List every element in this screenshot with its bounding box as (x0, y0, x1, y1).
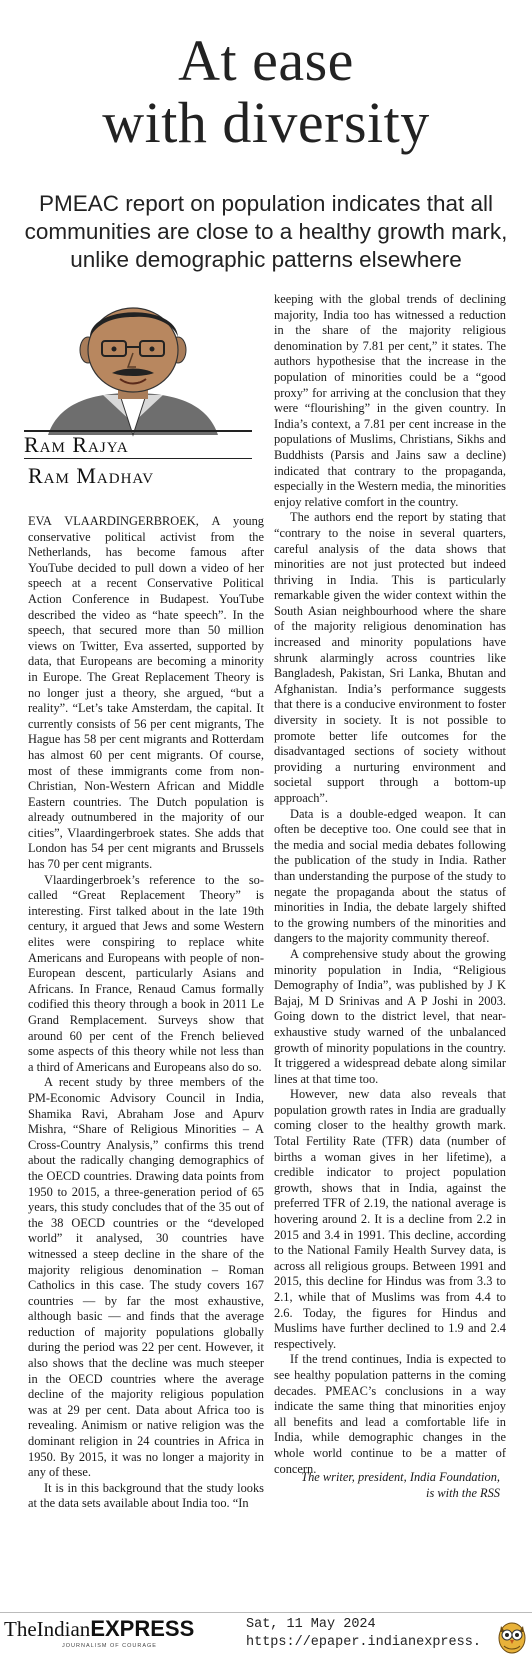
deck (20, 190, 512, 274)
owl-icon (496, 1618, 528, 1654)
publication-logo[interactable] (4, 1616, 194, 1642)
footer-divider (0, 1612, 532, 1613)
headline (0, 30, 532, 154)
paragraph: If the trend continues, India is expected to see healthy population patterns in the coming decades. PMEAC’s conclusions in a way indicate the same thing that minorities enjoy all benefits and lead a comfortable life in India, while demographic changes in the whole world continue to be a matter of concern. (274, 1352, 506, 1476)
paragraph: The authors end the report by stating that “contrary to the noise in several quarters, careful analysis of the data shows that minorities are not just protected but indeed thriving in India. This is particularly remarkable given the wider context within the South Asian neighbourhood where the share of the majority religious denomination has increased and minority populations have shrunk alarmingly across countries like Bangladesh, Pakistan, Sri Lanka, Bhutan and Afghanistan. India’s performance suggests that there is a conducive environment to foster diversity in society. It is not possible to promote better life outcomes for the disadvantaged sections of society without providing a nurturing environment and societal support through a bottom-up approach”. (274, 510, 506, 805)
headline-line-1: At ease (178, 28, 354, 93)
logo-the: The (4, 1617, 37, 1641)
tagline-line-2: is with the RSS (426, 1485, 500, 1500)
paragraph: keeping with the global trends of declining majority, India too has witnessed a reduction in the share of the majority religious denomination by 7.81 per cent,” it states. The authors hypothesise that the increase in the population of minorities could be a “good proxy” for arriving at the conclusion that they were “flourishing” in the given country. In India’s context, a 7.81 per cent increase in the populations of Muslims, Christians, Sikhs and Buddhists (Parsis and Jains saw a decline) indicated that contrary to the propaganda, especially in the Western media, the minorities enjoy relative comfort in the country. (274, 292, 506, 509)
edition-date: Sat, 11 May 2024 (246, 1617, 376, 1632)
author-byline: Ram Madhav (28, 463, 155, 488)
paragraph: A recent study by three members of the PM-Economic Advisory Council in India, Shamika Ravi, Abraham Jose and Apurv Mishra, “Share of Religious Minorities – A Cross-Country Analysis,” confirms this trend about the radically changing demographics of the OECD countries. Drawing data points from 1950 to 2015, a three-generation period of 65 years, this study concludes that of the 35 out of the 38 OECD countries or the “developed world” it analysed, 30 countries have witnessed a steep decline in the share of the majority religious denomination – Roman Catholics in this case. The study covers 167 countries — by far the most exhaustive, although basic — and finds that the average reduction of majority populations globally during the period was 22 per cent. However, it also shows that the decline was much steeper in the OECD countries where the average decline of the majority religious population was at 29 per cent. Data about Africa too is revealing. Animism or native religion was the dominant religion in 24 countries in Africa in 1950. By 2015, it was no longer a majority in any of these. (28, 1075, 264, 1480)
logo-indian: Indian (36, 1617, 91, 1641)
logo-express: EXPRESS (90, 1616, 195, 1641)
paragraph: Data is a double-edged weapon. It can often be deceptive too. One could see that in the media and social media debates following the publication of the study in India. Rather than understanding the purpose of the study to negate the propaganda about the status of minorities in India, the debate largely shifted to the growing numbers of the minorities and dangers to the majority community thereof. (274, 806, 506, 946)
headline-line-2: with diversity (102, 90, 430, 155)
paragraph: It is in this background that the study looks at the data sets available about India too. “In (28, 1480, 264, 1511)
deck-line-2: communities are close to a healthy growth mark, (24, 219, 508, 244)
article-column-right (274, 292, 506, 1476)
edition-url[interactable]: https://epaper.indianexpress. (246, 1635, 481, 1650)
article-column-left (28, 514, 264, 1576)
tagline-line-1: The writer, president, India Foundation, (301, 1470, 500, 1484)
paragraph: EVA VLAARDINGERBROEK, A young conservative political activist from the Netherlands, has become famous after YouTube decided to pull down a video of her speech at a recent Conservative Political Action Conference in Budapest. YouTube described the video as “hate speech”. In the speech, that secured more than 50 million views on Twitter, Eva asserted, supported by data, that Europeans are becoming a minority in Europe. The Great Replacement Theory is no longer just a theory, she argued, “but a reality”. “Let’s take Amsterdam, the capital. It currently consists of 56 per cent migrants, The Hague has 58 per cent migrants and Rotterdam has almost 60 per cent migrants. Of course, most of these immigrants come from non-Christian, Non-Western African and Middle Eastern countries. The Dutch population is already outnumbered in the majority of our cities”, Vlaardingerbroek states. She adds that London has 54 per cent migrants and Brussels has 70 per cent migrants. (28, 514, 264, 872)
deck-line-3: unlike demographic patterns elsewhere (70, 247, 462, 272)
edition-meta (246, 1616, 481, 1652)
author-tagline (274, 1470, 500, 1501)
paragraph: However, new data also reveals that population growth rates in India are gradually coming closer to the healthy growth mark. Total Fertility Rate (TFR) data (number of births a woman gives in her lifetime), a credible indicator to project population growth, shows that in India, against the preferred TFR of 2.19, the national average is hovering around 2. It is a decline from 2.2 in 2015 and 3.4 in 1991. This decline, according to the National Family Health Survey data, is across all religious groups. Between 1991 and 2015, this decline for Hindus was from 3.3 to 2.1, while that of Muslims was from 4.4 to 2.6. Today, the figures for Hindus and Muslims have further declined to 1.9 and 2.4 respectively. (274, 1087, 506, 1351)
author-caricature (28, 295, 238, 435)
paragraph: A comprehensive study about the growing minority population in India, “Religious Demography of India”, was published by J K Bajaj, M D Srinivas and A P Joshi in 2003. Going down to the district level, that near-exhaustive study warned of the unbalanced growth of minority populations in the country. It triggered a widespread debate along similar lines at that time too. (274, 946, 506, 1086)
column-name: Ram Rajya (24, 430, 252, 459)
logo-tagline: JOURNALISM OF COURAGE (62, 1643, 157, 1649)
paragraph: Vlaardingerbroek’s reference to the so-called “Great Replacement Theory” is interesting. First talked about in the late 19th century, it argued that Jews and some Western elites were conspiring to replace white Americans and Europeans with people of non-European descent, particularly Asians and Africans. In France, Renaud Camus formally codified this theory through a book in 2011 Le Grand Remplacement. Surveys show that around 60 per cent of the French believed some aspects of this theory while not less than a third of Americans and Europeans also do so. (28, 872, 264, 1074)
deck-line-1: PMEAC report on population indicates that all (38, 191, 493, 216)
